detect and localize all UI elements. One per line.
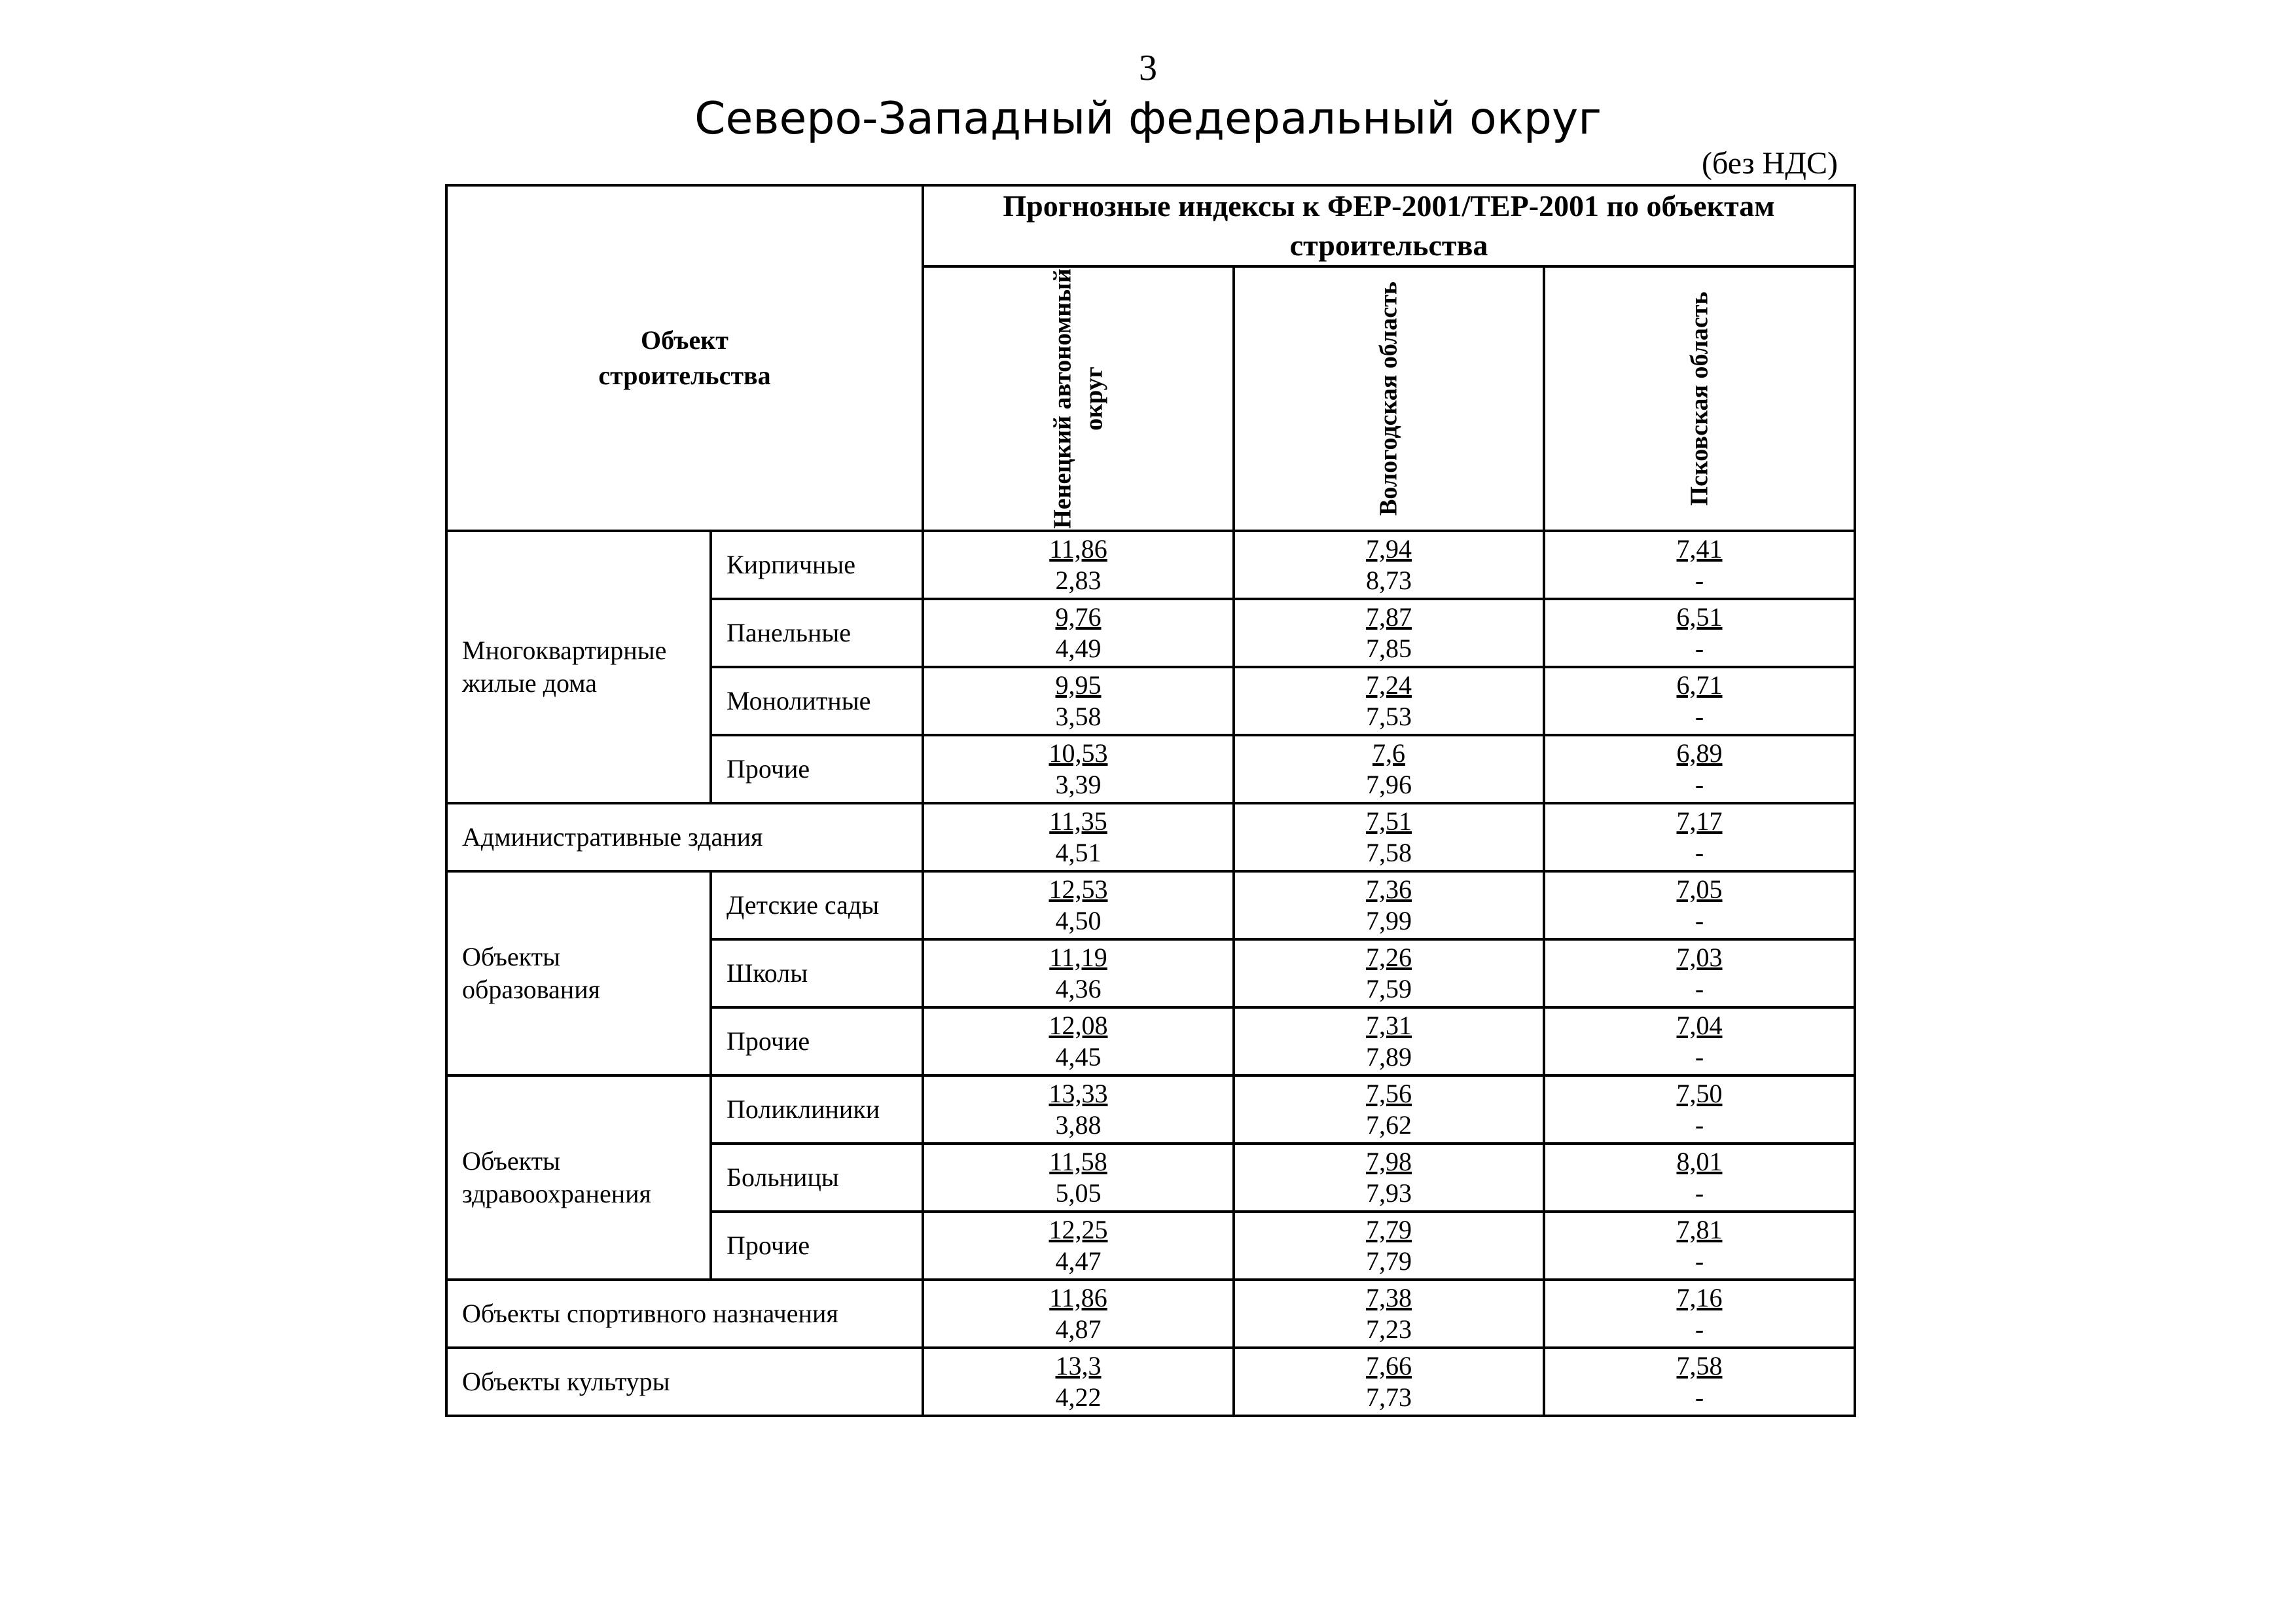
index-value-bottom: 5,05 xyxy=(1055,1178,1102,1208)
index-value-top: 11,86 xyxy=(1049,1282,1107,1312)
index-value-cell xyxy=(923,599,1234,667)
index-value-bottom: 8,73 xyxy=(1366,565,1412,595)
index-value-bottom: - xyxy=(1695,565,1704,595)
index-value-top: 7,6 xyxy=(1372,738,1405,768)
table-row xyxy=(446,871,1855,939)
index-value-cell xyxy=(923,803,1234,871)
index-value-cell xyxy=(1544,939,1855,1007)
index-value-top: 7,24 xyxy=(1366,670,1412,700)
index-value-cell xyxy=(923,1280,1234,1348)
index-value-bottom: 4,50 xyxy=(1055,905,1102,935)
index-value-cell xyxy=(923,667,1234,735)
index-value-bottom: - xyxy=(1695,973,1704,1003)
index-value-top: 7,56 xyxy=(1366,1078,1412,1108)
index-value-cell xyxy=(1544,531,1855,599)
index-value-top: 6,89 xyxy=(1676,738,1723,768)
index-value-bottom: - xyxy=(1695,1041,1704,1072)
object-category-label: Многоквартирные xyxy=(462,635,667,665)
index-value-cell xyxy=(1544,1280,1855,1348)
index-value-top: 9,76 xyxy=(1055,602,1102,632)
index-value-cell xyxy=(1234,599,1544,667)
object-category-label: жилые дома xyxy=(462,668,598,698)
index-value-bottom: - xyxy=(1695,1110,1704,1140)
index-value-top: 7,36 xyxy=(1366,874,1412,904)
object-category-label: Объекты спортивного назначения xyxy=(462,1298,838,1328)
page-title: Северо-Западный федеральный округ xyxy=(694,93,1602,145)
index-value-cell xyxy=(1234,803,1544,871)
index-value-bottom: 7,96 xyxy=(1366,769,1412,799)
index-value-bottom: 7,23 xyxy=(1366,1314,1412,1344)
index-value-top: 13,3 xyxy=(1055,1350,1102,1380)
index-value-top: 7,17 xyxy=(1676,806,1723,836)
index-value-cell xyxy=(1234,667,1544,735)
index-value-bottom: 4,49 xyxy=(1055,633,1102,663)
index-value-cell xyxy=(1544,1007,1855,1075)
index-value-bottom: - xyxy=(1695,633,1704,663)
index-table xyxy=(445,184,1856,1417)
index-value-top: 7,94 xyxy=(1366,533,1412,564)
index-value-bottom: - xyxy=(1695,905,1704,935)
index-value-top: 8,01 xyxy=(1676,1146,1723,1176)
index-value-top: 7,04 xyxy=(1676,1010,1723,1040)
object-type-cell: Прочие xyxy=(711,1212,923,1280)
index-value-top: 12,25 xyxy=(1049,1214,1108,1244)
index-value-bottom: 4,51 xyxy=(1055,837,1102,867)
index-value-top: 7,51 xyxy=(1366,806,1412,836)
object-column-header xyxy=(446,185,923,531)
page-number: 3 xyxy=(1139,48,1157,88)
index-value-bottom: - xyxy=(1695,1246,1704,1276)
object-type-cell: Поликлиники xyxy=(711,1075,923,1144)
index-value-top: 12,08 xyxy=(1049,1010,1108,1040)
object-category-cell xyxy=(446,1280,923,1348)
region-label-line1: Псковская область xyxy=(1685,291,1713,506)
index-value-top: 11,35 xyxy=(1049,806,1107,836)
index-value-bottom: 3,58 xyxy=(1055,701,1102,731)
index-value-top: 11,58 xyxy=(1049,1146,1107,1176)
index-value-top: 13,33 xyxy=(1049,1078,1108,1108)
region-label-line2: округ xyxy=(1079,366,1107,431)
index-value-top: 7,58 xyxy=(1676,1350,1723,1380)
object-type-cell: Монолитные xyxy=(711,667,923,735)
index-value-top: 7,66 xyxy=(1366,1350,1412,1380)
index-value-bottom: 7,59 xyxy=(1366,973,1412,1003)
object-category-label: Объекты культуры xyxy=(462,1366,670,1396)
region-label-line1: Вологодская область xyxy=(1374,281,1403,516)
table-row xyxy=(446,1075,1855,1144)
index-value-cell xyxy=(1234,1007,1544,1075)
index-value-top: 11,19 xyxy=(1049,942,1107,972)
index-value-cell xyxy=(923,1348,1234,1416)
index-value-bottom: 7,89 xyxy=(1366,1041,1412,1072)
object-category-cell xyxy=(446,1348,923,1416)
object-category-cell xyxy=(446,1075,711,1280)
index-value-bottom: 7,53 xyxy=(1366,701,1412,731)
table-row xyxy=(446,1280,1855,1348)
index-value-cell xyxy=(1544,871,1855,939)
index-value-top: 6,51 xyxy=(1676,602,1723,632)
index-value-cell xyxy=(1544,667,1855,735)
index-value-bottom: - xyxy=(1695,1314,1704,1344)
index-value-top: 7,79 xyxy=(1366,1214,1412,1244)
index-value-cell xyxy=(923,735,1234,803)
region-label-line1: Ненецкий автономный xyxy=(1049,268,1076,529)
index-value-cell xyxy=(1544,1075,1855,1144)
index-value-cell xyxy=(1234,1348,1544,1416)
object-category-label: образования xyxy=(462,974,600,1004)
index-value-top: 7,50 xyxy=(1676,1078,1723,1108)
object-category-cell xyxy=(446,803,923,871)
object-type-cell: Кирпичные xyxy=(711,531,923,599)
table-row xyxy=(446,803,1855,871)
region-header-vologda xyxy=(1234,266,1544,531)
index-value-cell xyxy=(1234,1280,1544,1348)
index-value-cell xyxy=(923,531,1234,599)
index-value-cell xyxy=(1544,599,1855,667)
index-value-bottom: 4,47 xyxy=(1055,1246,1102,1276)
index-value-top: 10,53 xyxy=(1049,738,1108,768)
index-value-cell xyxy=(1234,531,1544,599)
index-value-bottom: - xyxy=(1695,701,1704,731)
index-value-bottom: - xyxy=(1695,837,1704,867)
index-value-top: 7,16 xyxy=(1676,1282,1723,1312)
index-value-top: 7,98 xyxy=(1366,1146,1412,1176)
index-value-top: 7,38 xyxy=(1366,1282,1412,1312)
vat-note: (без НДС) xyxy=(1701,146,1838,181)
index-value-bottom: 2,83 xyxy=(1055,565,1102,595)
object-category-label: здравоохранения xyxy=(462,1178,651,1208)
table-row xyxy=(446,531,1855,599)
index-value-cell xyxy=(923,1212,1234,1280)
index-value-top: 7,05 xyxy=(1676,874,1723,904)
region-header-nenets xyxy=(923,266,1234,531)
index-value-cell xyxy=(1234,735,1544,803)
index-value-bottom: 7,73 xyxy=(1366,1382,1412,1412)
index-value-bottom: 7,93 xyxy=(1366,1178,1412,1208)
object-category-label: Административные здания xyxy=(462,821,763,852)
index-value-bottom: 4,45 xyxy=(1055,1041,1102,1072)
index-value-cell xyxy=(1234,1212,1544,1280)
object-type-cell: Школы xyxy=(711,939,923,1007)
object-header-line2: строительства xyxy=(598,360,771,390)
region-header-pskov xyxy=(1544,266,1855,531)
index-value-top: 7,31 xyxy=(1366,1010,1412,1040)
index-value-cell xyxy=(1544,803,1855,871)
index-value-bottom: 7,58 xyxy=(1366,837,1412,867)
index-value-bottom: - xyxy=(1695,1178,1704,1208)
index-value-bottom: 7,62 xyxy=(1366,1110,1412,1140)
index-value-bottom: 7,99 xyxy=(1366,905,1412,935)
index-value-top: 9,95 xyxy=(1055,670,1102,700)
index-value-cell xyxy=(1234,1144,1544,1212)
index-value-top: 11,86 xyxy=(1049,533,1107,564)
index-value-top: 7,81 xyxy=(1676,1214,1723,1244)
object-header-line1: Объект xyxy=(641,325,728,355)
object-type-cell: Панельные xyxy=(711,599,923,667)
object-type-cell: Больницы xyxy=(711,1144,923,1212)
index-value-cell xyxy=(1234,1075,1544,1144)
index-value-cell xyxy=(1544,735,1855,803)
table-body xyxy=(446,531,1855,1416)
index-value-cell xyxy=(1234,939,1544,1007)
index-value-top: 7,26 xyxy=(1366,942,1412,972)
index-value-top: 7,03 xyxy=(1676,942,1723,972)
object-category-cell xyxy=(446,531,711,803)
index-value-bottom: 7,79 xyxy=(1366,1246,1412,1276)
index-value-cell xyxy=(1544,1144,1855,1212)
index-value-cell xyxy=(923,1144,1234,1212)
index-value-cell xyxy=(1234,871,1544,939)
index-value-bottom: 7,85 xyxy=(1366,633,1412,663)
index-value-top: 12,53 xyxy=(1049,874,1108,904)
index-value-cell xyxy=(923,1007,1234,1075)
index-value-bottom: 3,39 xyxy=(1055,769,1102,799)
index-value-bottom: 3,88 xyxy=(1055,1110,1102,1140)
index-value-top: 7,41 xyxy=(1676,533,1723,564)
object-type-cell: Прочие xyxy=(711,1007,923,1075)
index-value-bottom: - xyxy=(1695,769,1704,799)
index-value-bottom: - xyxy=(1695,1382,1704,1412)
object-type-cell: Прочие xyxy=(711,735,923,803)
index-value-cell xyxy=(1544,1212,1855,1280)
forecast-indices-header: Прогнозные индексы к ФЕР-2001/ТЕР-2001 по объектам строительства xyxy=(923,185,1855,266)
index-value-bottom: 4,87 xyxy=(1055,1314,1102,1344)
index-value-cell xyxy=(1544,1348,1855,1416)
object-category-label: Объекты xyxy=(462,941,560,971)
index-value-bottom: 4,36 xyxy=(1055,973,1102,1003)
object-category-cell xyxy=(446,871,711,1075)
index-value-cell xyxy=(923,871,1234,939)
index-value-top: 6,71 xyxy=(1676,670,1723,700)
object-category-label: Объекты xyxy=(462,1146,560,1176)
object-type-cell: Детские сады xyxy=(711,871,923,939)
index-value-top: 7,87 xyxy=(1366,602,1412,632)
index-value-cell xyxy=(923,1075,1234,1144)
table-row xyxy=(446,1348,1855,1416)
index-value-cell xyxy=(923,939,1234,1007)
index-value-bottom: 4,22 xyxy=(1055,1382,1102,1412)
